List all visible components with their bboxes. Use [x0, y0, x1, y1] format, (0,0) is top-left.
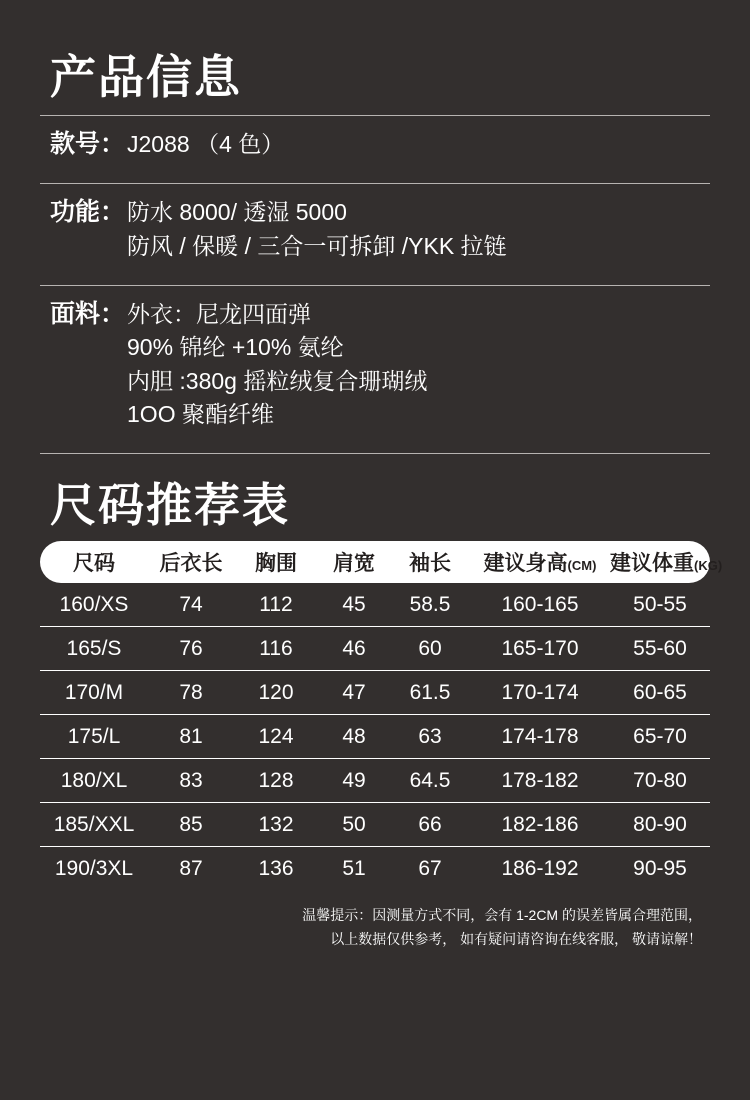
product-info-values — [125, 298, 427, 431]
table-header-label: 建议体重 — [610, 552, 694, 575]
divider — [40, 453, 710, 454]
table-cell: 81 — [179, 724, 203, 748]
product-info-values — [125, 128, 284, 161]
product-info-row — [40, 184, 710, 273]
size-chart-title: 尺码推荐表 — [50, 479, 290, 532]
table-cell: 165/S — [66, 636, 122, 660]
table-header-row — [40, 541, 723, 583]
table-header-cell — [234, 547, 318, 577]
table-cell: 180/XL — [60, 768, 128, 792]
table-cell: 185/XXL — [53, 812, 135, 836]
product-info-label: 功能： — [50, 198, 126, 227]
table-cell: 78 — [179, 680, 203, 704]
table-cell: 160-165 — [501, 592, 579, 616]
table-header-label: 后衣长 — [159, 552, 223, 575]
table-header-label: 建议身高 — [483, 552, 568, 575]
table-cell: 170/M — [64, 680, 124, 704]
table-header-unit: (KG) — [694, 558, 723, 573]
table-row — [40, 583, 710, 627]
size-note — [40, 904, 710, 952]
table-cell: 186-192 — [501, 856, 579, 880]
size-table — [40, 541, 723, 890]
table-header-label: 胸围 — [255, 552, 297, 575]
table-cell: 51 — [342, 856, 366, 880]
table-row — [40, 715, 710, 759]
table-cell: 61.5 — [409, 680, 451, 704]
table-row — [40, 803, 710, 847]
table-cell: 87 — [179, 856, 203, 880]
product-info-value-line: 内胆 :380g 摇粒绒复合珊瑚绒 — [127, 367, 428, 394]
table-cell: 178-182 — [501, 768, 579, 792]
table-cell: 46 — [342, 636, 366, 660]
product-info-list — [40, 116, 710, 455]
table-cell: 116 — [259, 636, 293, 660]
table-cell: 190/3XL — [54, 856, 134, 880]
product-info-value-line: 外衣：尼龙四面弹 — [127, 301, 312, 328]
table-header-cell — [318, 547, 390, 577]
size-note-line-2: 以上数据仅供参考， 如有疑问请咨询在线客服， 敬请谅解！ — [330, 930, 702, 947]
table-cell: 182-186 — [501, 812, 579, 836]
table-cell: 80-90 — [633, 812, 687, 836]
table-row — [40, 671, 710, 715]
table-body — [40, 583, 710, 890]
product-info-row — [40, 116, 710, 172]
table-cell: 170-174 — [501, 680, 579, 704]
table-cell: 124 — [258, 724, 294, 748]
table-cell: 48 — [342, 724, 366, 748]
table-header-label: 尺码 — [73, 552, 115, 575]
product-info-value-line: 1OO 聚酯纤维 — [127, 401, 274, 428]
product-info-values — [125, 196, 507, 263]
table-cell: 160/XS — [59, 592, 129, 616]
table-header-label: 袖长 — [409, 552, 451, 575]
table-row — [40, 847, 710, 890]
table-row — [40, 627, 710, 671]
table-header-cell — [40, 547, 148, 577]
table-cell: 165-170 — [501, 636, 579, 660]
product-info-value-line: J2088 （4 色） — [127, 130, 285, 157]
table-cell: 128 — [258, 768, 294, 792]
table-cell: 58.5 — [409, 592, 451, 616]
table-header-cell — [470, 547, 610, 577]
table-header-label: 肩宽 — [333, 552, 375, 575]
table-header-cell — [610, 547, 722, 577]
product-info-label: 面料： — [50, 300, 126, 329]
table-cell: 64.5 — [409, 768, 451, 792]
table-cell: 50 — [342, 812, 366, 836]
table-cell: 136 — [258, 856, 294, 880]
product-info-value-line: 防水 8000/ 透湿 5000 — [127, 199, 347, 226]
table-cell: 76 — [179, 636, 203, 660]
product-info-value-line: 防风 / 保暖 / 三合一可拆卸 /YKK 拉链 — [127, 232, 507, 259]
table-cell: 47 — [342, 680, 366, 704]
product-info-value-line: 90% 锦纶 +10% 氨纶 — [127, 334, 344, 361]
table-cell: 66 — [418, 812, 442, 836]
table-cell: 65-70 — [633, 724, 687, 748]
table-cell: 90-95 — [633, 856, 687, 880]
table-cell: 49 — [342, 768, 366, 792]
table-cell: 67 — [418, 856, 442, 880]
table-cell: 112 — [259, 592, 293, 616]
table-cell: 70-80 — [633, 768, 687, 792]
table-cell: 60 — [418, 636, 442, 660]
table-cell: 60-65 — [633, 680, 687, 704]
table-cell: 63 — [418, 724, 442, 748]
table-cell: 83 — [179, 768, 203, 792]
table-cell: 132 — [258, 812, 294, 836]
table-cell: 45 — [342, 592, 366, 616]
size-chart-section — [40, 479, 723, 951]
product-info-label: 款号： — [50, 129, 126, 158]
table-cell: 120 — [258, 680, 294, 704]
table-header-cell — [390, 547, 470, 577]
table-header-cell — [148, 547, 234, 577]
table-cell: 85 — [179, 812, 203, 836]
table-cell: 74 — [179, 592, 203, 616]
top-spacer — [40, 0, 710, 52]
table-header-unit: (CM) — [567, 558, 597, 573]
size-note-line-1: 温馨提示：因测量方式不同，会有 1-2CM 的误差皆属合理范围， — [302, 907, 702, 923]
table-cell: 174-178 — [501, 724, 579, 748]
table-cell: 50-55 — [633, 592, 687, 616]
table-cell: 55-60 — [633, 636, 687, 660]
product-info-row — [40, 286, 710, 441]
table-cell: 175/L — [67, 724, 121, 748]
page-title: 产品信息 — [50, 51, 242, 103]
table-row — [40, 759, 710, 803]
